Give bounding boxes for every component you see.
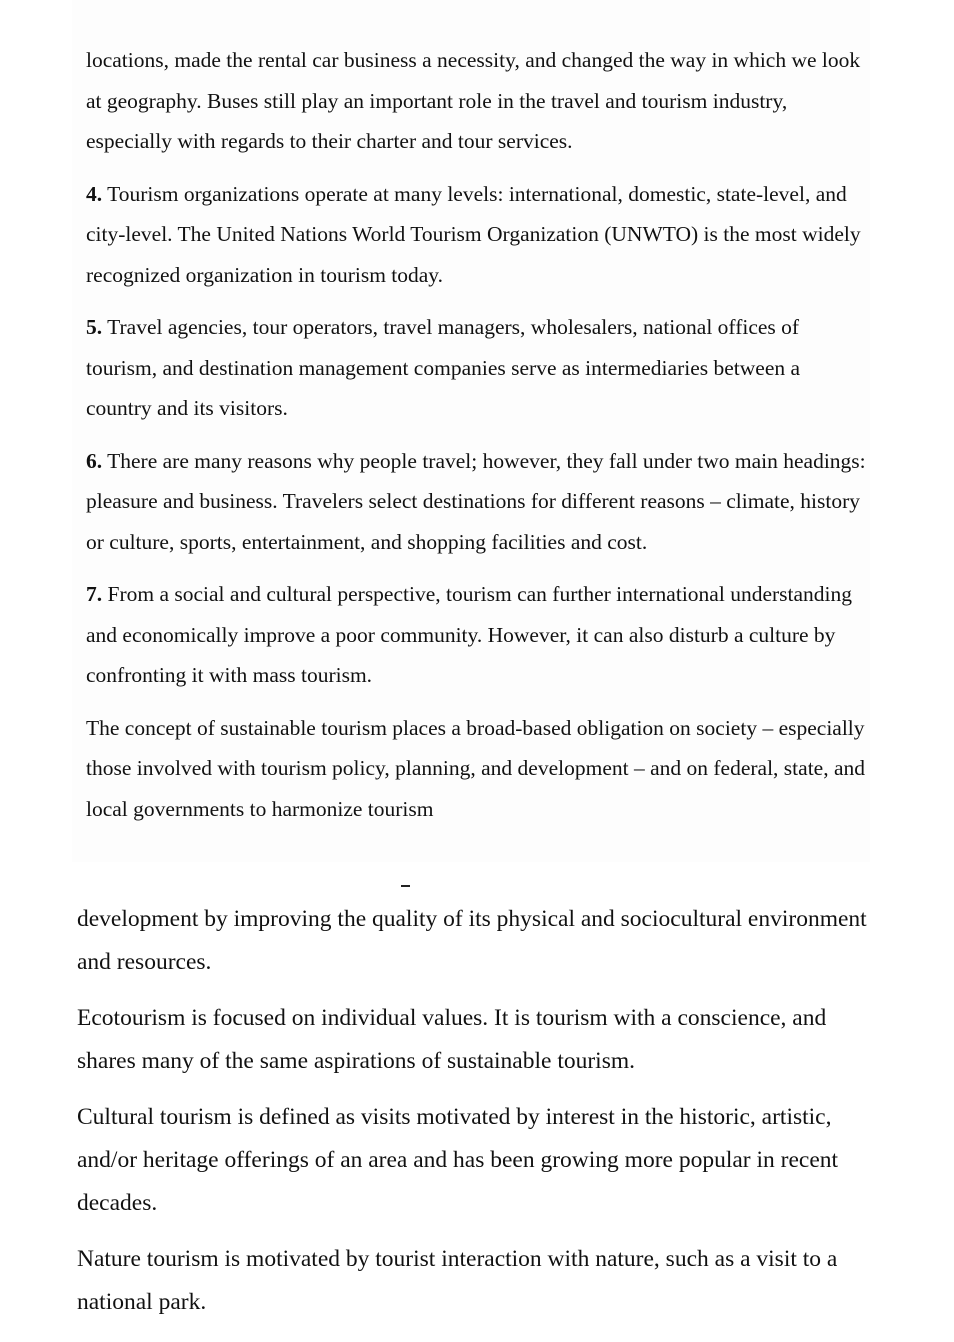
item-text: Travel agencies, tour operators, travel managers, wholesalers, national offices of tourism, and destination management companies serve as intermediaries between a country and its visitors. [86,315,801,420]
upper-text-block [86,40,866,841]
numbered-item-6 [86,441,866,563]
item-text: Tourism organizations operate at many levels: international, domestic, state-level, and city-level. The United Nations World Tourism Organization (UNWTO) is the most widely recognized organization in tourism today. [86,181,861,287]
item-number: 6. [86,448,103,473]
item-number: 4. [86,181,103,206]
numbered-item-7 [86,574,866,696]
numbered-item-5 [86,307,866,429]
sustainable-continuation-paragraph: development by improving the quality of its physical and sociocultural environment and resources. [77,906,867,975]
sustainable-tourism-paragraph: The concept of sustainable tourism places a broad-based obligation on society – especially those involved with tourism policy, planning, and development – and on federal, state, and local governments to harmonize tourism [86,715,865,821]
nature-tourism-paragraph: Nature tourism is motivated by tourist interaction with nature, such as a visit to a national park. [77,1246,838,1315]
numbered-item-4 [86,174,866,296]
item-text: There are many reasons why people travel; however, they fall under two main headings: pleasure and business. Travelers select destinations for different reasons – climate, history or culture, sports, entertainment, and shopping facilities and cost. [86,448,866,554]
ecotourism-paragraph: Ecotourism is focused on individual values. It is tourism with a conscience, and shares many of the same aspirations of sustainable tourism. [77,1005,827,1074]
cultural-tourism-paragraph: Cultural tourism is defined as visits motivated by interest in the historic, artistic, and/or heritage offerings of an area and has been growing more popular in recent decades. [77,1104,839,1216]
item-number: 5. [86,315,103,339]
item-text: From a social and cultural perspective, tourism can further international understanding and economically improve a poor community. However, it can also disturb a culture by confronting it with mass tourism. [86,582,853,687]
item-number: 7. [86,582,103,606]
continuation-paragraph: locations, made the rental car business a necessity, and changed the way in which we look at geography. Buses still play an important role in the travel and tourism industry, especially with regards to their charter and tour services. [86,48,861,153]
lower-text-block [77,898,887,1337]
page-break-mark [401,885,410,887]
